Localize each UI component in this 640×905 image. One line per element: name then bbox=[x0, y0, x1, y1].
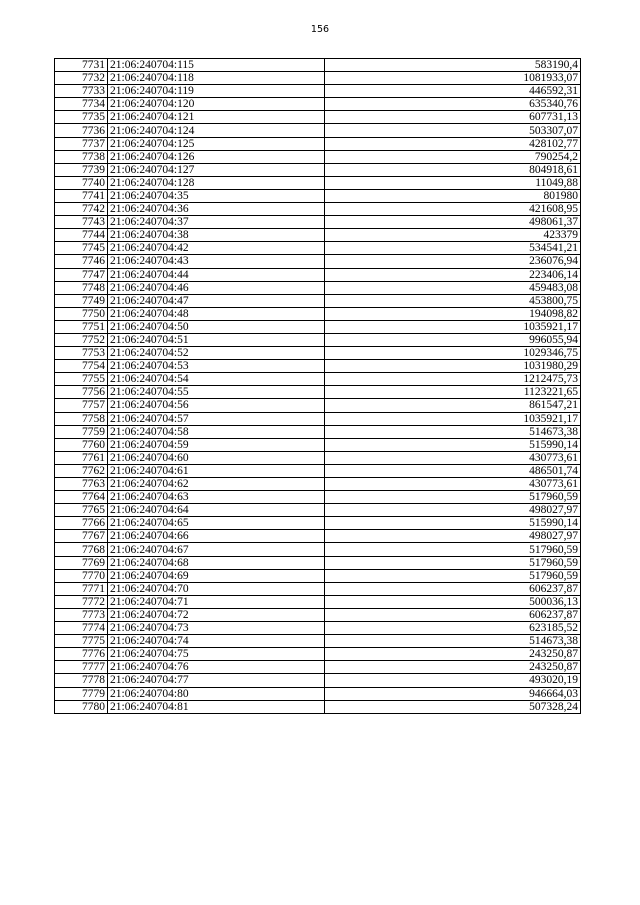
cadastral-number-cell: 21:06:240704:59 bbox=[108, 438, 325, 451]
table-row bbox=[55, 569, 581, 582]
value-cell: 1081933,07 bbox=[325, 72, 581, 85]
table-row bbox=[55, 360, 581, 373]
cadastral-number-cell: 21:06:240704:71 bbox=[108, 595, 325, 608]
row-number-cell: 7776 bbox=[55, 648, 108, 661]
row-number-cell: 7731 bbox=[55, 59, 108, 72]
value-cell: 500036,13 bbox=[325, 595, 581, 608]
table-row bbox=[55, 504, 581, 517]
cadastral-number-cell: 21:06:240704:124 bbox=[108, 124, 325, 137]
cadastral-number-cell: 21:06:240704:69 bbox=[108, 569, 325, 582]
row-number-cell: 7737 bbox=[55, 137, 108, 150]
table-row bbox=[55, 530, 581, 543]
value-cell: 583190,4 bbox=[325, 59, 581, 72]
table-row bbox=[55, 491, 581, 504]
cadastral-number-cell: 21:06:240704:58 bbox=[108, 425, 325, 438]
value-cell: 430773,61 bbox=[325, 451, 581, 464]
value-cell: 243250,87 bbox=[325, 661, 581, 674]
table-row bbox=[55, 478, 581, 491]
table-row bbox=[55, 543, 581, 556]
row-number-cell: 7745 bbox=[55, 242, 108, 255]
value-cell: 421608,95 bbox=[325, 203, 581, 216]
row-number-cell: 7747 bbox=[55, 268, 108, 281]
cadastral-number-cell: 21:06:240704:55 bbox=[108, 386, 325, 399]
value-cell: 459483,08 bbox=[325, 281, 581, 294]
value-cell: 801980 bbox=[325, 189, 581, 202]
table-row bbox=[55, 412, 581, 425]
value-cell: 423379 bbox=[325, 229, 581, 242]
cadastral-number-cell: 21:06:240704:56 bbox=[108, 399, 325, 412]
row-number-cell: 7733 bbox=[55, 85, 108, 98]
cadastral-number-cell: 21:06:240704:68 bbox=[108, 556, 325, 569]
table-row bbox=[55, 648, 581, 661]
table-row bbox=[55, 320, 581, 333]
table-row bbox=[55, 517, 581, 530]
value-cell: 194098,82 bbox=[325, 307, 581, 320]
cadastral-number-cell: 21:06:240704:80 bbox=[108, 687, 325, 700]
table-row bbox=[55, 281, 581, 294]
cadastral-number-cell: 21:06:240704:70 bbox=[108, 582, 325, 595]
value-cell: 236076,94 bbox=[325, 255, 581, 268]
cadastral-number-cell: 21:06:240704:46 bbox=[108, 281, 325, 294]
row-number-cell: 7779 bbox=[55, 687, 108, 700]
table-row bbox=[55, 176, 581, 189]
row-number-cell: 7762 bbox=[55, 464, 108, 477]
row-number-cell: 7748 bbox=[55, 281, 108, 294]
table-row bbox=[55, 255, 581, 268]
table-row bbox=[55, 464, 581, 477]
table-row bbox=[55, 386, 581, 399]
row-number-cell: 7765 bbox=[55, 504, 108, 517]
cadastral-number-cell: 21:06:240704:64 bbox=[108, 504, 325, 517]
value-cell: 790254,2 bbox=[325, 150, 581, 163]
table-row bbox=[55, 347, 581, 360]
cadastral-number-cell: 21:06:240704:115 bbox=[108, 59, 325, 72]
value-cell: 1031980,29 bbox=[325, 360, 581, 373]
row-number-cell: 7768 bbox=[55, 543, 108, 556]
cadastral-number-cell: 21:06:240704:51 bbox=[108, 333, 325, 346]
value-cell: 446592,31 bbox=[325, 85, 581, 98]
cadastral-number-cell: 21:06:240704:125 bbox=[108, 137, 325, 150]
value-cell: 996055,94 bbox=[325, 333, 581, 346]
row-number-cell: 7744 bbox=[55, 229, 108, 242]
cadastral-number-cell: 21:06:240704:44 bbox=[108, 268, 325, 281]
cadastral-number-cell: 21:06:240704:63 bbox=[108, 491, 325, 504]
table-row bbox=[55, 163, 581, 176]
cadastral-number-cell: 21:06:240704:76 bbox=[108, 661, 325, 674]
value-cell: 517960,59 bbox=[325, 543, 581, 556]
value-cell: 1029346,75 bbox=[325, 347, 581, 360]
row-number-cell: 7732 bbox=[55, 72, 108, 85]
value-cell: 486501,74 bbox=[325, 464, 581, 477]
table-row bbox=[55, 373, 581, 386]
row-number-cell: 7751 bbox=[55, 320, 108, 333]
table-row bbox=[55, 595, 581, 608]
row-number-cell: 7754 bbox=[55, 360, 108, 373]
table-row bbox=[55, 150, 581, 163]
cadastral-number-cell: 21:06:240704:73 bbox=[108, 622, 325, 635]
value-cell: 1123221,65 bbox=[325, 386, 581, 399]
row-number-cell: 7760 bbox=[55, 438, 108, 451]
row-number-cell: 7738 bbox=[55, 150, 108, 163]
table-row bbox=[55, 98, 581, 111]
table-row bbox=[55, 608, 581, 621]
table-row bbox=[55, 622, 581, 635]
table-row bbox=[55, 124, 581, 137]
table-row bbox=[55, 399, 581, 412]
cadastral-number-cell: 21:06:240704:47 bbox=[108, 294, 325, 307]
cadastral-number-cell: 21:06:240704:61 bbox=[108, 464, 325, 477]
cadastral-number-cell: 21:06:240704:126 bbox=[108, 150, 325, 163]
cadastral-number-cell: 21:06:240704:62 bbox=[108, 478, 325, 491]
row-number-cell: 7758 bbox=[55, 412, 108, 425]
value-cell: 498061,37 bbox=[325, 216, 581, 229]
value-cell: 1035921,17 bbox=[325, 412, 581, 425]
cadastral-number-cell: 21:06:240704:128 bbox=[108, 176, 325, 189]
value-cell: 946664,03 bbox=[325, 687, 581, 700]
cadastral-number-cell: 21:06:240704:65 bbox=[108, 517, 325, 530]
row-number-cell: 7767 bbox=[55, 530, 108, 543]
row-number-cell: 7764 bbox=[55, 491, 108, 504]
row-number-cell: 7774 bbox=[55, 622, 108, 635]
cadastral-number-cell: 21:06:240704:57 bbox=[108, 412, 325, 425]
cadastral-number-cell: 21:06:240704:66 bbox=[108, 530, 325, 543]
cadastral-number-cell: 21:06:240704:81 bbox=[108, 700, 325, 713]
value-cell: 503307,07 bbox=[325, 124, 581, 137]
table-row bbox=[55, 229, 581, 242]
value-cell: 861547,21 bbox=[325, 399, 581, 412]
table-row bbox=[55, 189, 581, 202]
row-number-cell: 7769 bbox=[55, 556, 108, 569]
table-row bbox=[55, 268, 581, 281]
cadastral-number-cell: 21:06:240704:35 bbox=[108, 189, 325, 202]
value-cell: 517960,59 bbox=[325, 556, 581, 569]
row-number-cell: 7773 bbox=[55, 608, 108, 621]
cadastral-number-cell: 21:06:240704:72 bbox=[108, 608, 325, 621]
value-cell: 11049,88 bbox=[325, 176, 581, 189]
row-number-cell: 7780 bbox=[55, 700, 108, 713]
value-cell: 493020,19 bbox=[325, 674, 581, 687]
table-body bbox=[55, 59, 581, 714]
value-cell: 606237,87 bbox=[325, 582, 581, 595]
table-row bbox=[55, 216, 581, 229]
table-row bbox=[55, 333, 581, 346]
table-row bbox=[55, 451, 581, 464]
cadastral-number-cell: 21:06:240704:53 bbox=[108, 360, 325, 373]
table-row bbox=[55, 137, 581, 150]
cadastral-number-cell: 21:06:240704:36 bbox=[108, 203, 325, 216]
cadastral-number-cell: 21:06:240704:42 bbox=[108, 242, 325, 255]
row-number-cell: 7741 bbox=[55, 189, 108, 202]
value-cell: 507328,24 bbox=[325, 700, 581, 713]
value-cell: 1035921,17 bbox=[325, 320, 581, 333]
row-number-cell: 7770 bbox=[55, 569, 108, 582]
cadastral-number-cell: 21:06:240704:75 bbox=[108, 648, 325, 661]
value-cell: 804918,61 bbox=[325, 163, 581, 176]
row-number-cell: 7757 bbox=[55, 399, 108, 412]
value-cell: 498027,97 bbox=[325, 504, 581, 517]
cadastral-number-cell: 21:06:240704:77 bbox=[108, 674, 325, 687]
row-number-cell: 7743 bbox=[55, 216, 108, 229]
cadastral-number-cell: 21:06:240704:38 bbox=[108, 229, 325, 242]
row-number-cell: 7755 bbox=[55, 373, 108, 386]
table-row bbox=[55, 687, 581, 700]
row-number-cell: 7761 bbox=[55, 451, 108, 464]
row-number-cell: 7772 bbox=[55, 595, 108, 608]
row-number-cell: 7759 bbox=[55, 425, 108, 438]
value-cell: 453800,75 bbox=[325, 294, 581, 307]
cadastral-number-cell: 21:06:240704:50 bbox=[108, 320, 325, 333]
cadastral-number-cell: 21:06:240704:119 bbox=[108, 85, 325, 98]
value-cell: 514673,38 bbox=[325, 425, 581, 438]
table-row bbox=[55, 72, 581, 85]
row-number-cell: 7742 bbox=[55, 203, 108, 216]
table-row bbox=[55, 438, 581, 451]
cadastral-number-cell: 21:06:240704:43 bbox=[108, 255, 325, 268]
table-row bbox=[55, 674, 581, 687]
table-row bbox=[55, 307, 581, 320]
table-row bbox=[55, 635, 581, 648]
value-cell: 517960,59 bbox=[325, 569, 581, 582]
value-cell: 498027,97 bbox=[325, 530, 581, 543]
table-row bbox=[55, 661, 581, 674]
row-number-cell: 7771 bbox=[55, 582, 108, 595]
row-number-cell: 7736 bbox=[55, 124, 108, 137]
cadastral-number-cell: 21:06:240704:121 bbox=[108, 111, 325, 124]
row-number-cell: 7734 bbox=[55, 98, 108, 111]
row-number-cell: 7740 bbox=[55, 176, 108, 189]
table-row bbox=[55, 203, 581, 216]
cadastral-number-cell: 21:06:240704:67 bbox=[108, 543, 325, 556]
value-cell: 515990,14 bbox=[325, 438, 581, 451]
cadastral-number-cell: 21:06:240704:48 bbox=[108, 307, 325, 320]
row-number-cell: 7756 bbox=[55, 386, 108, 399]
value-cell: 515990,14 bbox=[325, 517, 581, 530]
row-number-cell: 7766 bbox=[55, 517, 108, 530]
table-row bbox=[55, 556, 581, 569]
cadastral-number-cell: 21:06:240704:52 bbox=[108, 347, 325, 360]
page-number: 156 bbox=[310, 24, 330, 35]
table-row bbox=[55, 700, 581, 713]
row-number-cell: 7752 bbox=[55, 333, 108, 346]
value-cell: 517960,59 bbox=[325, 491, 581, 504]
row-number-cell: 7735 bbox=[55, 111, 108, 124]
row-number-cell: 7775 bbox=[55, 635, 108, 648]
row-number-cell: 7739 bbox=[55, 163, 108, 176]
value-cell: 1212475,73 bbox=[325, 373, 581, 386]
row-number-cell: 7777 bbox=[55, 661, 108, 674]
value-cell: 607731,13 bbox=[325, 111, 581, 124]
row-number-cell: 7750 bbox=[55, 307, 108, 320]
cadastral-number-cell: 21:06:240704:118 bbox=[108, 72, 325, 85]
cadastral-number-cell: 21:06:240704:74 bbox=[108, 635, 325, 648]
cadastral-number-cell: 21:06:240704:60 bbox=[108, 451, 325, 464]
table-row bbox=[55, 582, 581, 595]
cadastral-number-cell: 21:06:240704:37 bbox=[108, 216, 325, 229]
table-row bbox=[55, 59, 581, 72]
value-cell: 623185,52 bbox=[325, 622, 581, 635]
value-cell: 514673,38 bbox=[325, 635, 581, 648]
row-number-cell: 7749 bbox=[55, 294, 108, 307]
value-cell: 534541,21 bbox=[325, 242, 581, 255]
row-number-cell: 7778 bbox=[55, 674, 108, 687]
value-cell: 430773,61 bbox=[325, 478, 581, 491]
table-row bbox=[55, 85, 581, 98]
cadastral-number-cell: 21:06:240704:120 bbox=[108, 98, 325, 111]
value-cell: 223406,14 bbox=[325, 268, 581, 281]
row-number-cell: 7753 bbox=[55, 347, 108, 360]
cadastral-number-cell: 21:06:240704:54 bbox=[108, 373, 325, 386]
table-row bbox=[55, 242, 581, 255]
table-row bbox=[55, 294, 581, 307]
value-cell: 243250,87 bbox=[325, 648, 581, 661]
value-cell: 606237,87 bbox=[325, 608, 581, 621]
table-row bbox=[55, 111, 581, 124]
table-row bbox=[55, 425, 581, 438]
cadastral-number-cell: 21:06:240704:127 bbox=[108, 163, 325, 176]
row-number-cell: 7763 bbox=[55, 478, 108, 491]
row-number-cell: 7746 bbox=[55, 255, 108, 268]
value-cell: 635340,76 bbox=[325, 98, 581, 111]
value-cell: 428102,77 bbox=[325, 137, 581, 150]
data-table bbox=[54, 58, 581, 714]
